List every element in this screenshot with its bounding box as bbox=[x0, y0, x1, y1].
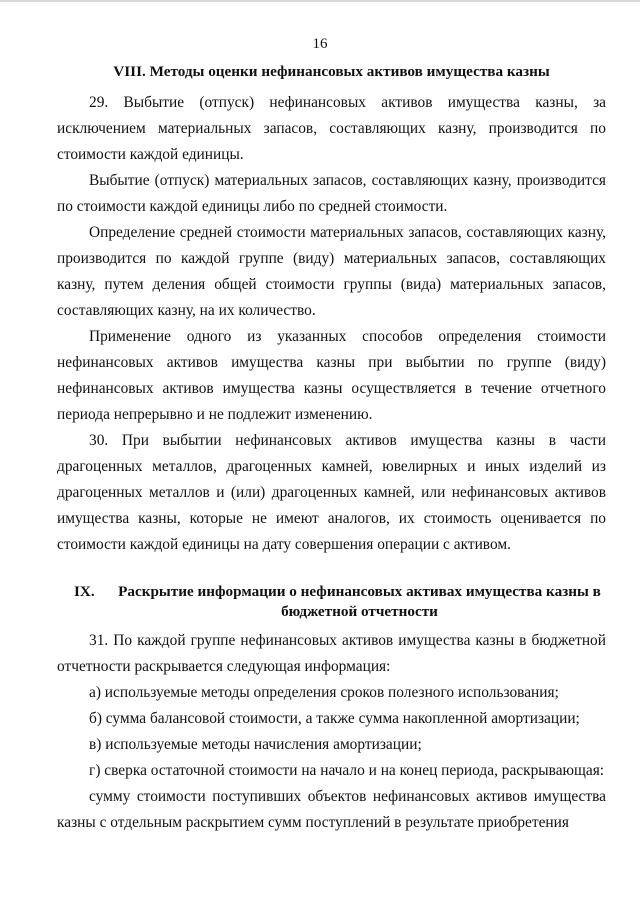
paragraph-29: 29. Выбытие (отпуск) нефинансовых активов имущества казны, за исключением материальных запасов, составляющих казну, производится по стоимости каждой единицы. bbox=[57, 94, 606, 163]
paragraph-31: 31. По каждой группе нефинансовых активов имущества казны в бюджетной отчетности раскрывается следующая информация: bbox=[57, 632, 606, 675]
section-viii-body bbox=[57, 90, 606, 558]
scan-edge bbox=[0, 0, 640, 2]
paragraph-disposal-materials: Выбытие (отпуск) материальных запасов, составляющих казну, производится по стоимости каждой единицы либо по средней стоимости. bbox=[57, 172, 606, 215]
list-item-b: б) сумма балансовой стоимости, а также сумма накопленной амортизации; bbox=[89, 710, 580, 727]
section-ix-body bbox=[57, 628, 606, 836]
section-heading-viii: VIII. Методы оценки нефинансовых активов имущества казны bbox=[113, 63, 550, 80]
paragraph-average-cost: Определение средней стоимости материальных запасов, составляющих казну, производится по каждой группе (виду) материальных запасов, составляющих казну, путем деления общей стоимости группы (вида) материальных запасов, составляющих казну, на их количество. bbox=[57, 224, 606, 319]
list-item-g: г) сверка остаточной стоимости на начало и на конец периода, раскрывающая: bbox=[89, 762, 605, 779]
page-number: 16 bbox=[312, 36, 328, 52]
section-number: IX. bbox=[74, 583, 95, 600]
paragraph-method-consistency: Применение одного из указанных способов определения стоимости нефинансовых активов имущества казны при выбытии по группе (виду) нефинансовых активов имущества казны осуществляется в течение отчетного периода непрерывно и не подлежит изменению. bbox=[57, 328, 606, 423]
list-item-a: а) используемые методы определения сроков полезного использования; bbox=[89, 684, 559, 701]
paragraph-30: 30. При выбытии нефинансовых активов имущества казны в части драгоценных металлов, драгоценных камней, ювелирных и иных изделий из драгоценных металлов и (или) драгоценных камней, или нефинансовых активов имущества казны, которые не имеют аналогов, их стоимость оценивается по стоимости каждой единицы на дату совершения операции с активом. bbox=[57, 432, 606, 553]
paragraph-sum-received: сумму стоимости поступивших объектов нефинансовых активов имущества казны с отдельным раскрытием сумм поступлений в результате приобретения bbox=[57, 788, 606, 831]
list-item-v: в) используемые методы начисления амортизации; bbox=[89, 736, 422, 753]
section-title: Раскрытие информации о нефинансовых активах имущества казны в бюджетной отчетности bbox=[118, 583, 601, 620]
section-heading-ix bbox=[57, 582, 606, 622]
